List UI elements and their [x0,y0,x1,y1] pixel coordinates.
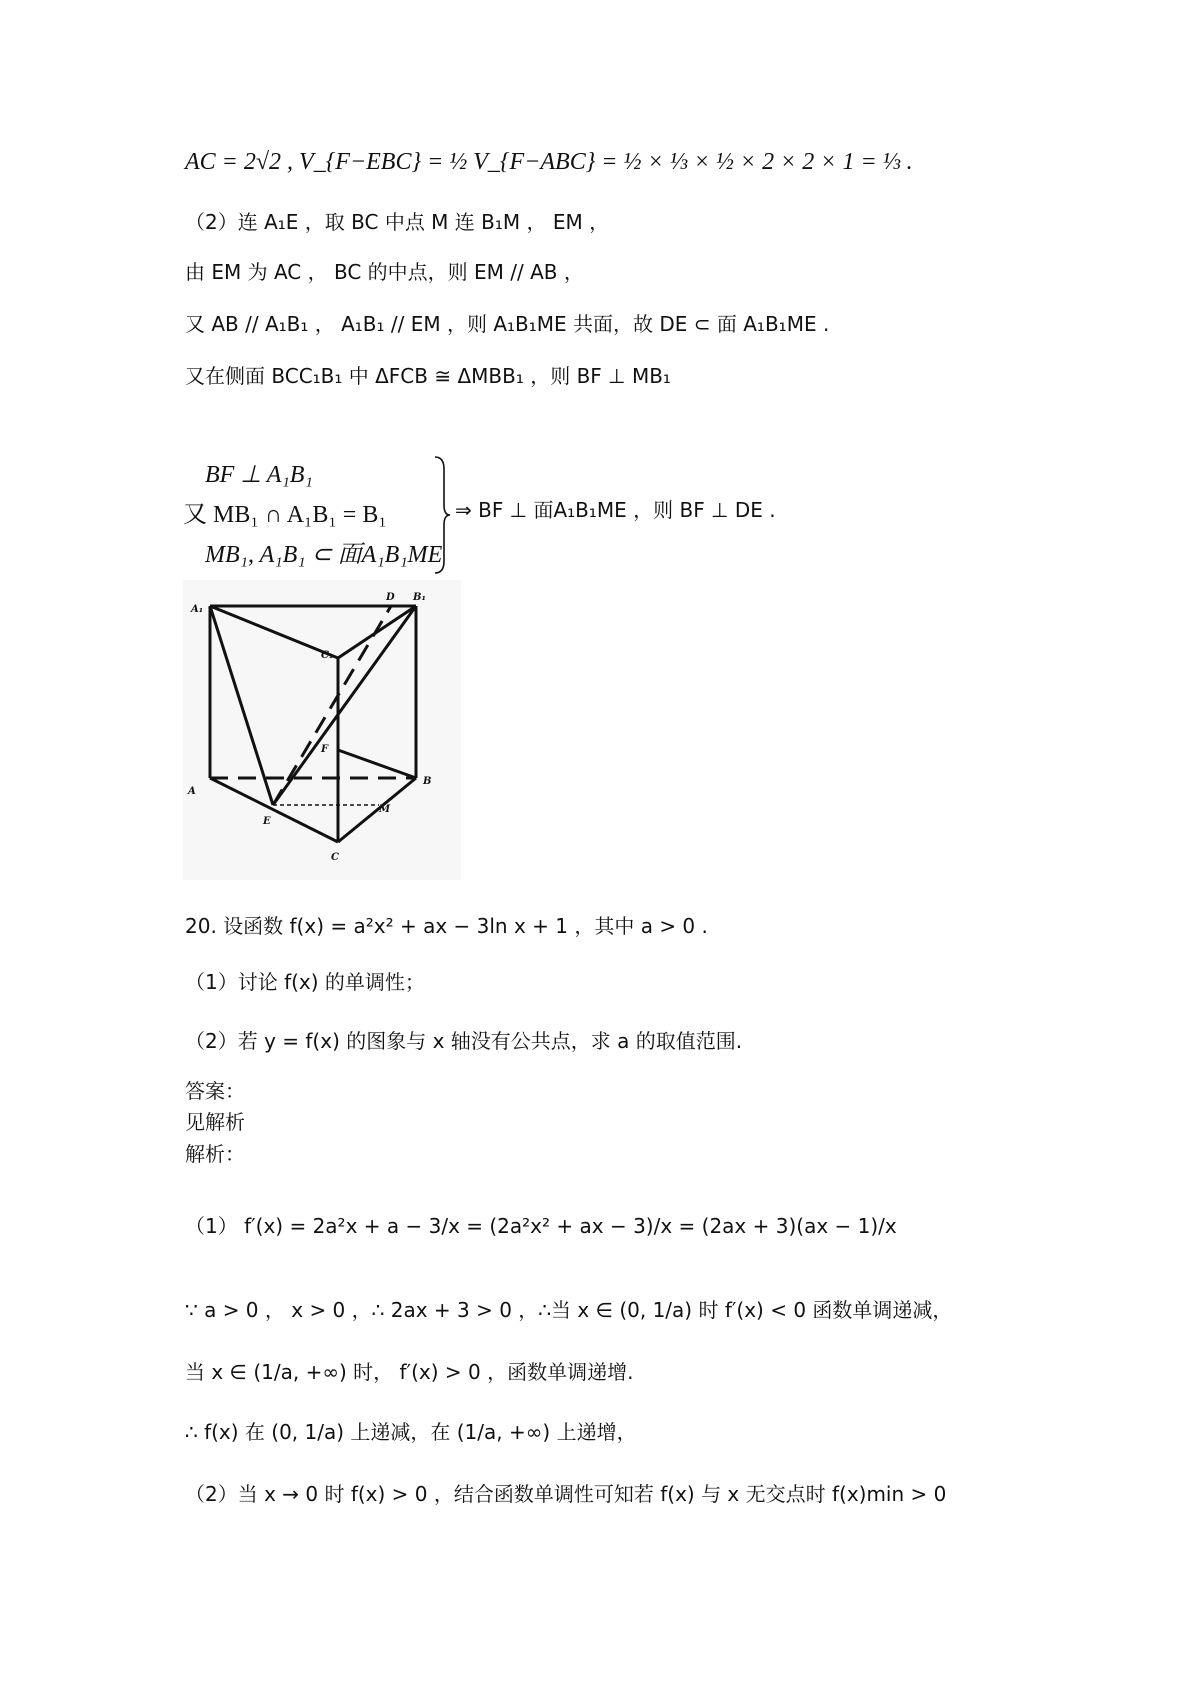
midline-statement: 由 EM 为 AC ， BC 的中点，则 EM // AB ， [185,260,584,284]
label-B: B [423,776,432,787]
right-brace-icon [432,455,452,575]
volume-equation: AC = 2√2 , V_{F−EBC} = ½ V_{F−ABC} = ½ × ⅓ × ½ × 2 × 2 × 1 = ⅓ . [185,149,913,175]
brace-row-1: BF ⊥ A₁B₁ [205,462,313,488]
label-A: A [188,786,196,797]
brace-row-2: 又 MB₁ ∩ A₁B₁ = B₁ [183,502,387,528]
derivative-line: （1） f′(x) = 2a²x + a − 3/x = (2a²x² + ax − 3)/x = (2ax + 3)(ax − 1)/x [185,1214,897,1238]
part2-solution: （2）当 x → 0 时 f(x) > 0 ，结合函数单调性可知若 f(x) 与 x 无交点时 f(x)min > 0 [185,1482,947,1506]
label-C1: C₁ [321,650,334,661]
monotonic-summary: ∴ f(x) 在 (0, 1/a) 上递减，在 (1/a, +∞) 上递增， [185,1420,637,1444]
brace-conclusion: ⇒ BF ⊥ 面A₁B₁ME ，则 BF ⊥ DE . [455,498,776,522]
label-A1: A₁ [191,604,204,615]
label-B1: B₁ [413,592,426,603]
answer-text: 见解析 [185,1110,245,1134]
answer-label: 答案： [185,1079,245,1103]
increasing-interval: 当 x ∈ (1/a, +∞) 时， f′(x) > 0 ，函数单调递增. [185,1360,634,1384]
decreasing-interval: ∵ a > 0 ， x > 0 ，∴ 2ax + 3 > 0 ，∴当 x ∈ (0, 1/a) 时 f′(x) < 0 函数单调递减， [185,1298,953,1322]
question-20-part1: （1）讨论 f(x) 的单调性； [185,970,425,994]
part2-construction: （2）连 A₁E ，取 BC 中点 M 连 B₁M ， EM ， [185,210,610,234]
label-F: F [321,744,329,755]
question-20-part2: （2）若 y = f(x) 的图象与 x 轴没有公共点，求 a 的取值范围. [185,1029,743,1053]
prism-figure [183,580,461,880]
congruence-statement: 又在侧面 BCC₁B₁ 中 ΔFCB ≅ ΔMBB₁ ，则 BF ⊥ MB₁ [185,364,671,388]
analysis-label: 解析： [185,1142,245,1166]
label-D: D [386,592,395,603]
coplanar-statement: 又 AB // A₁B₁ ， A₁B₁ // EM ，则 A₁B₁ME 共面，故 DE ⊂ 面 A₁B₁ME . [185,312,830,336]
brace-row-3: MB₁, A₁B₁ ⊂ 面A₁B₁ME [205,542,443,568]
brace-proof-block [183,455,443,575]
label-E: E [263,816,271,827]
question-20: 20. 设函数 f(x) = a²x² + ax − 3ln x + 1 ，其中 a > 0 . [185,914,708,938]
label-C: C [331,852,339,863]
label-M: M [379,804,391,815]
